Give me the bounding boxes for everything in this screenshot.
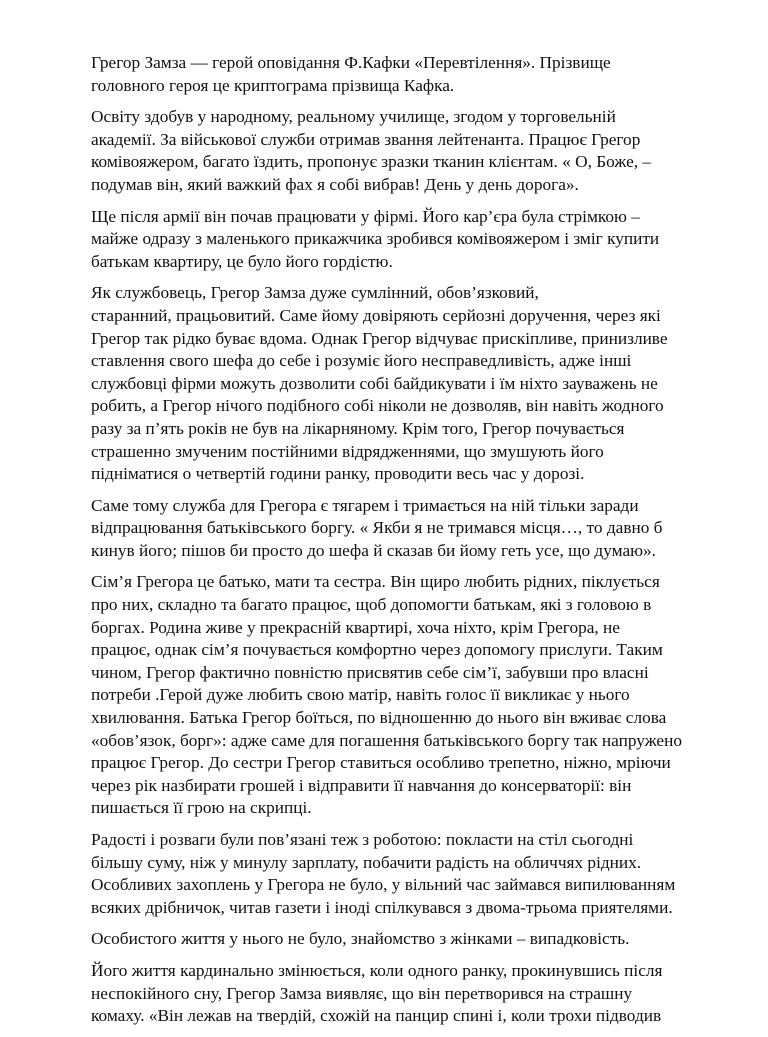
text-line: академії. За військової служби отримав звання лейтенанта. Працює Грегор: [91, 129, 641, 149]
document-page: [91, 52, 717, 1037]
paragraph: [91, 571, 717, 820]
text-line: працює Грегор. До сестри Грегор ставиться особливо трепетно, ніжно, мріючи: [91, 753, 671, 773]
text-line: комівояжером, багато їздить, пропонує зразки тканин клієнтам. « О, Боже, –: [91, 152, 652, 172]
text-line: Освіту здобув у народному, реальному училище, згодом у торговельній: [91, 107, 616, 127]
text-line: боргах. Родина живе у прекрасній квартирі, хоча ніхто, крім Грегора, не: [91, 617, 620, 637]
text-line: майже одразу з маленького прикажчика зробився комівояжером і зміг купити: [91, 229, 660, 249]
text-line: робить, а Грегор нічого подібного собі ніколи не дозволяв, він навіть жодного: [91, 396, 664, 416]
text-line: потреби .Герой дуже любить свою матір, навіть голос її викликає у нього: [91, 685, 630, 705]
text-line: хвилювання. Батька Грегор боїться, по відношенню до нього він вживає слова: [91, 708, 667, 728]
text-line: Радості і розваги були пов’язані теж з роботою: покласти на стіл сьогодні: [91, 830, 634, 849]
text-line: працює, однак сім’я почувається комфортно через допомогу прислуги. Таким: [91, 640, 663, 660]
paragraph: [91, 928, 717, 951]
text-line: Його життя кардинально змінюється, коли одного ранку, прокинувшись після: [91, 960, 663, 980]
text-line: Грегор Замза — герой оповідання Ф.Кафки «Перевтілення». Прізвище: [91, 53, 611, 72]
text-line: службовці фірми можуть дозволити собі байдикувати і їм ніхто зауважень не: [91, 373, 658, 393]
paragraph: [91, 52, 717, 97]
paragraph: [91, 106, 717, 196]
text-line: через рік назбирати грошей і відправити її навчання до консерваторії: він: [91, 775, 632, 795]
text-line: Особливих захоплень у Грегора не було, у вільний час займався випилюванням: [91, 875, 676, 895]
text-line: підніматися о четвертій години ранку, проводити весь час у дорозі.: [91, 464, 585, 484]
text-line: про них, складно та багато працює, щоб допомогти батькам, які з головою в: [91, 595, 652, 615]
text-line: страшенно змученим постійними відрядженнями, що змушують його: [91, 441, 604, 461]
text-line: всяких дрібничок, читав газети і іноді спілкувався з двома-трьома приятелями.: [91, 897, 673, 917]
text-line: неспокійного сну, Грегор Замза виявляє, що він перетворився на страшну: [91, 983, 633, 1003]
paragraph: [91, 282, 717, 485]
text-line: ставлення свого шефа до себе і розуміє його несправедливість, адже інші: [91, 351, 632, 371]
text-line: відпрацювання батьківського боргу. « Якби я не тримався місця…, то давно б: [91, 518, 663, 538]
text-line: «обов’язок, борг»: адже саме для погашення батьківського боргу так напружено: [91, 730, 682, 750]
text-line: Саме тому служба для Грегора є тягарем і тримається на ній тільки заради: [91, 495, 639, 515]
text-line: Як службовець, Грегор Замза дуже сумлінний, обов’язковий,: [91, 283, 539, 303]
text-line: головного героя це криптограма прізвища Кафка.: [91, 75, 455, 95]
text-line: Особистого життя у нього не було, знайомство з жінками – випадковість.: [91, 929, 630, 949]
paragraph: [91, 960, 717, 1028]
text-line: пишається її грою на скрипці.: [91, 798, 312, 818]
paragraph: [91, 206, 717, 274]
text-line: подумав він, який важкий фах я собі вибрав! День у день дорога».: [91, 174, 579, 194]
paragraph: [91, 829, 717, 919]
text-line: комаху. «Він лежав на твердій, схожій на панцир спині і, коли трохи підводив: [91, 1006, 662, 1026]
text-line: Сім’я Грегора це батько, мати та сестра. Він щиро любить рідних, піклується: [91, 572, 660, 592]
text-line: чином, Грегор фактично повністю присвятив себе сім’ї, забувши про власні: [91, 662, 649, 682]
text-line: Грегор так рідко буває вдома. Однак Грегор відчуває прискіпливе, принизливе: [91, 328, 668, 348]
text-line: старанний, працьовитий. Саме йому довіряють серйозні доручення, через які: [91, 305, 661, 325]
text-line: разу за п’ять років не був на лікарняному. Крім того, Грегор почувається: [91, 418, 625, 438]
text-line: Ще після армії він почав працювати у фірмі. Його кар’єра була стрімкою –: [91, 206, 640, 226]
text-line: кинув його; пішов би просто до шефа й сказав би йому геть усе, що думаю».: [91, 540, 656, 560]
text-line: батькам квартиру, це було його гордістю.: [91, 251, 393, 271]
text-line: більшу суму, ніж у минулу зарплату, побачити радість на обличчях рідних.: [91, 852, 642, 872]
paragraph: [91, 495, 717, 563]
